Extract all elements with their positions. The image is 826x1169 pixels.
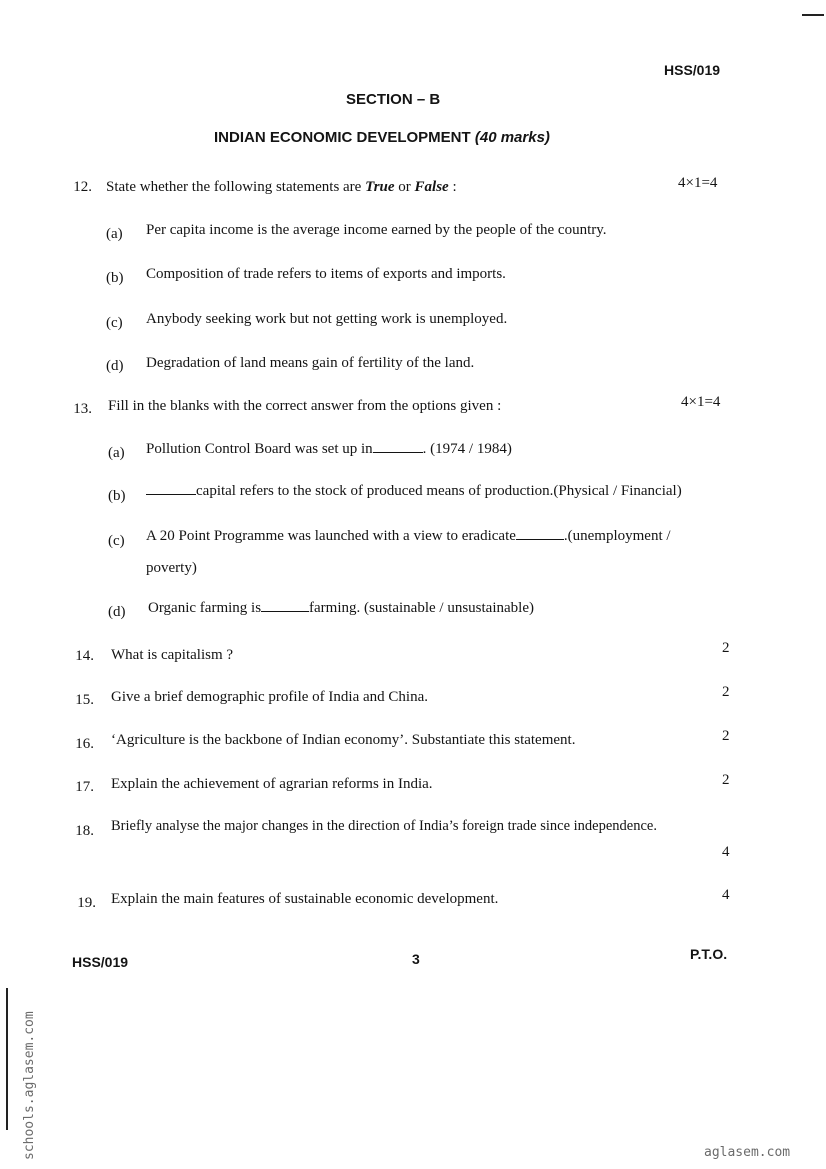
- q13c-post: .(unemployment /: [563, 528, 671, 544]
- subject-marks: (40 marks): [474, 129, 550, 146]
- q12d-label: (d): [106, 358, 124, 374]
- q12-stem: [106, 179, 457, 196]
- q13d-blank: [261, 610, 309, 612]
- q14-text: What is capitalism ?: [111, 647, 234, 663]
- q13b-text: [146, 483, 682, 500]
- q19-marks: 4: [722, 887, 730, 903]
- q15-text: Give a brief demographic profile of India and China.: [111, 689, 428, 705]
- q18-text: Briefly analyse the major changes in the direction of India’s foreign trade since independence.: [111, 818, 657, 834]
- q12b-text: Composition of trade refers to items of exports and imports.: [146, 266, 506, 282]
- q13-marks: 4×1=4: [681, 394, 721, 410]
- q13b-label: (b): [108, 488, 126, 504]
- q12d-text: Degradation of land means gain of fertility of the land.: [146, 355, 475, 371]
- q18-marks: 4: [722, 844, 730, 860]
- q12a-text: Per capita income is the average income earned by the people of the country.: [146, 222, 607, 238]
- q13a-label: (a): [108, 445, 125, 461]
- pto-label: P.T.O.: [690, 946, 728, 962]
- q18-number: 18.: [75, 823, 94, 839]
- corner-rule: [802, 14, 824, 16]
- footer-code: HSS/019: [72, 954, 129, 970]
- header-code: HSS/019: [664, 62, 721, 78]
- q13a-blank: [373, 451, 423, 453]
- q13c-pre: A 20 Point Programme was launched with a view to eradicate: [146, 528, 516, 544]
- q12-true-word: True: [365, 179, 395, 195]
- q13a-post: . (1974 / 1984): [422, 441, 512, 457]
- q13a-text: [146, 441, 512, 458]
- q13-number: 13.: [73, 401, 92, 417]
- q13b-post: capital refers to the stock of produced means of production.(Physical / Financial): [196, 483, 682, 499]
- side-watermark: schools.aglasem.com: [22, 1011, 37, 1160]
- q12b-label: (b): [106, 270, 124, 286]
- q13d-post: farming. (sustainable / unsustainable): [309, 600, 534, 616]
- q15-marks: 2: [722, 684, 730, 700]
- q13c-text: [146, 528, 671, 545]
- q16-number: 16.: [75, 736, 94, 752]
- q13d-label: (d): [108, 604, 126, 620]
- bottom-watermark: aglasem.com: [704, 1145, 791, 1160]
- q15-number: 15.: [75, 692, 94, 708]
- subject-name: INDIAN ECONOMIC DEVELOPMENT: [214, 129, 471, 146]
- q17-number: 17.: [75, 779, 94, 795]
- q12-marks: 4×1=4: [678, 175, 718, 191]
- q13d-text: [148, 600, 534, 617]
- left-edge-mark: [6, 988, 8, 1130]
- q12-stem-text: State whether the following statements are: [106, 179, 366, 195]
- q13-stem: Fill in the blanks with the correct answer from the options given :: [108, 398, 502, 414]
- q17-text: Explain the achievement of agrarian reforms in India.: [111, 776, 433, 792]
- q13c-continuation: poverty): [146, 560, 197, 576]
- q13c-label: (c): [108, 533, 125, 549]
- q17-marks: 2: [722, 772, 730, 788]
- q14-marks: 2: [722, 640, 730, 656]
- q19-text: Explain the main features of sustainable economic development.: [111, 891, 499, 907]
- page-number: 3: [412, 951, 420, 967]
- q12-false-word: False: [414, 179, 449, 195]
- subject-heading: [214, 129, 550, 146]
- q12-or: or: [394, 179, 415, 195]
- q16-text: ‘Agriculture is the backbone of Indian economy’. Substantiate this statement.: [111, 732, 576, 748]
- q14-number: 14.: [75, 648, 94, 664]
- q13d-pre: Organic farming is: [148, 600, 262, 616]
- q12-colon: :: [448, 179, 457, 195]
- q12c-label: (c): [106, 315, 123, 331]
- q12a-label: (a): [106, 226, 123, 242]
- q12c-text: Anybody seeking work but not getting work is unemployed.: [146, 311, 508, 327]
- section-title: SECTION – B: [346, 91, 441, 108]
- q13b-blank: [146, 493, 196, 495]
- q16-marks: 2: [722, 728, 730, 744]
- q13a-pre: Pollution Control Board was set up in: [146, 441, 373, 457]
- q13c-blank: [516, 538, 564, 540]
- q19-number: 19.: [77, 895, 96, 911]
- q12-number: 12.: [73, 179, 92, 195]
